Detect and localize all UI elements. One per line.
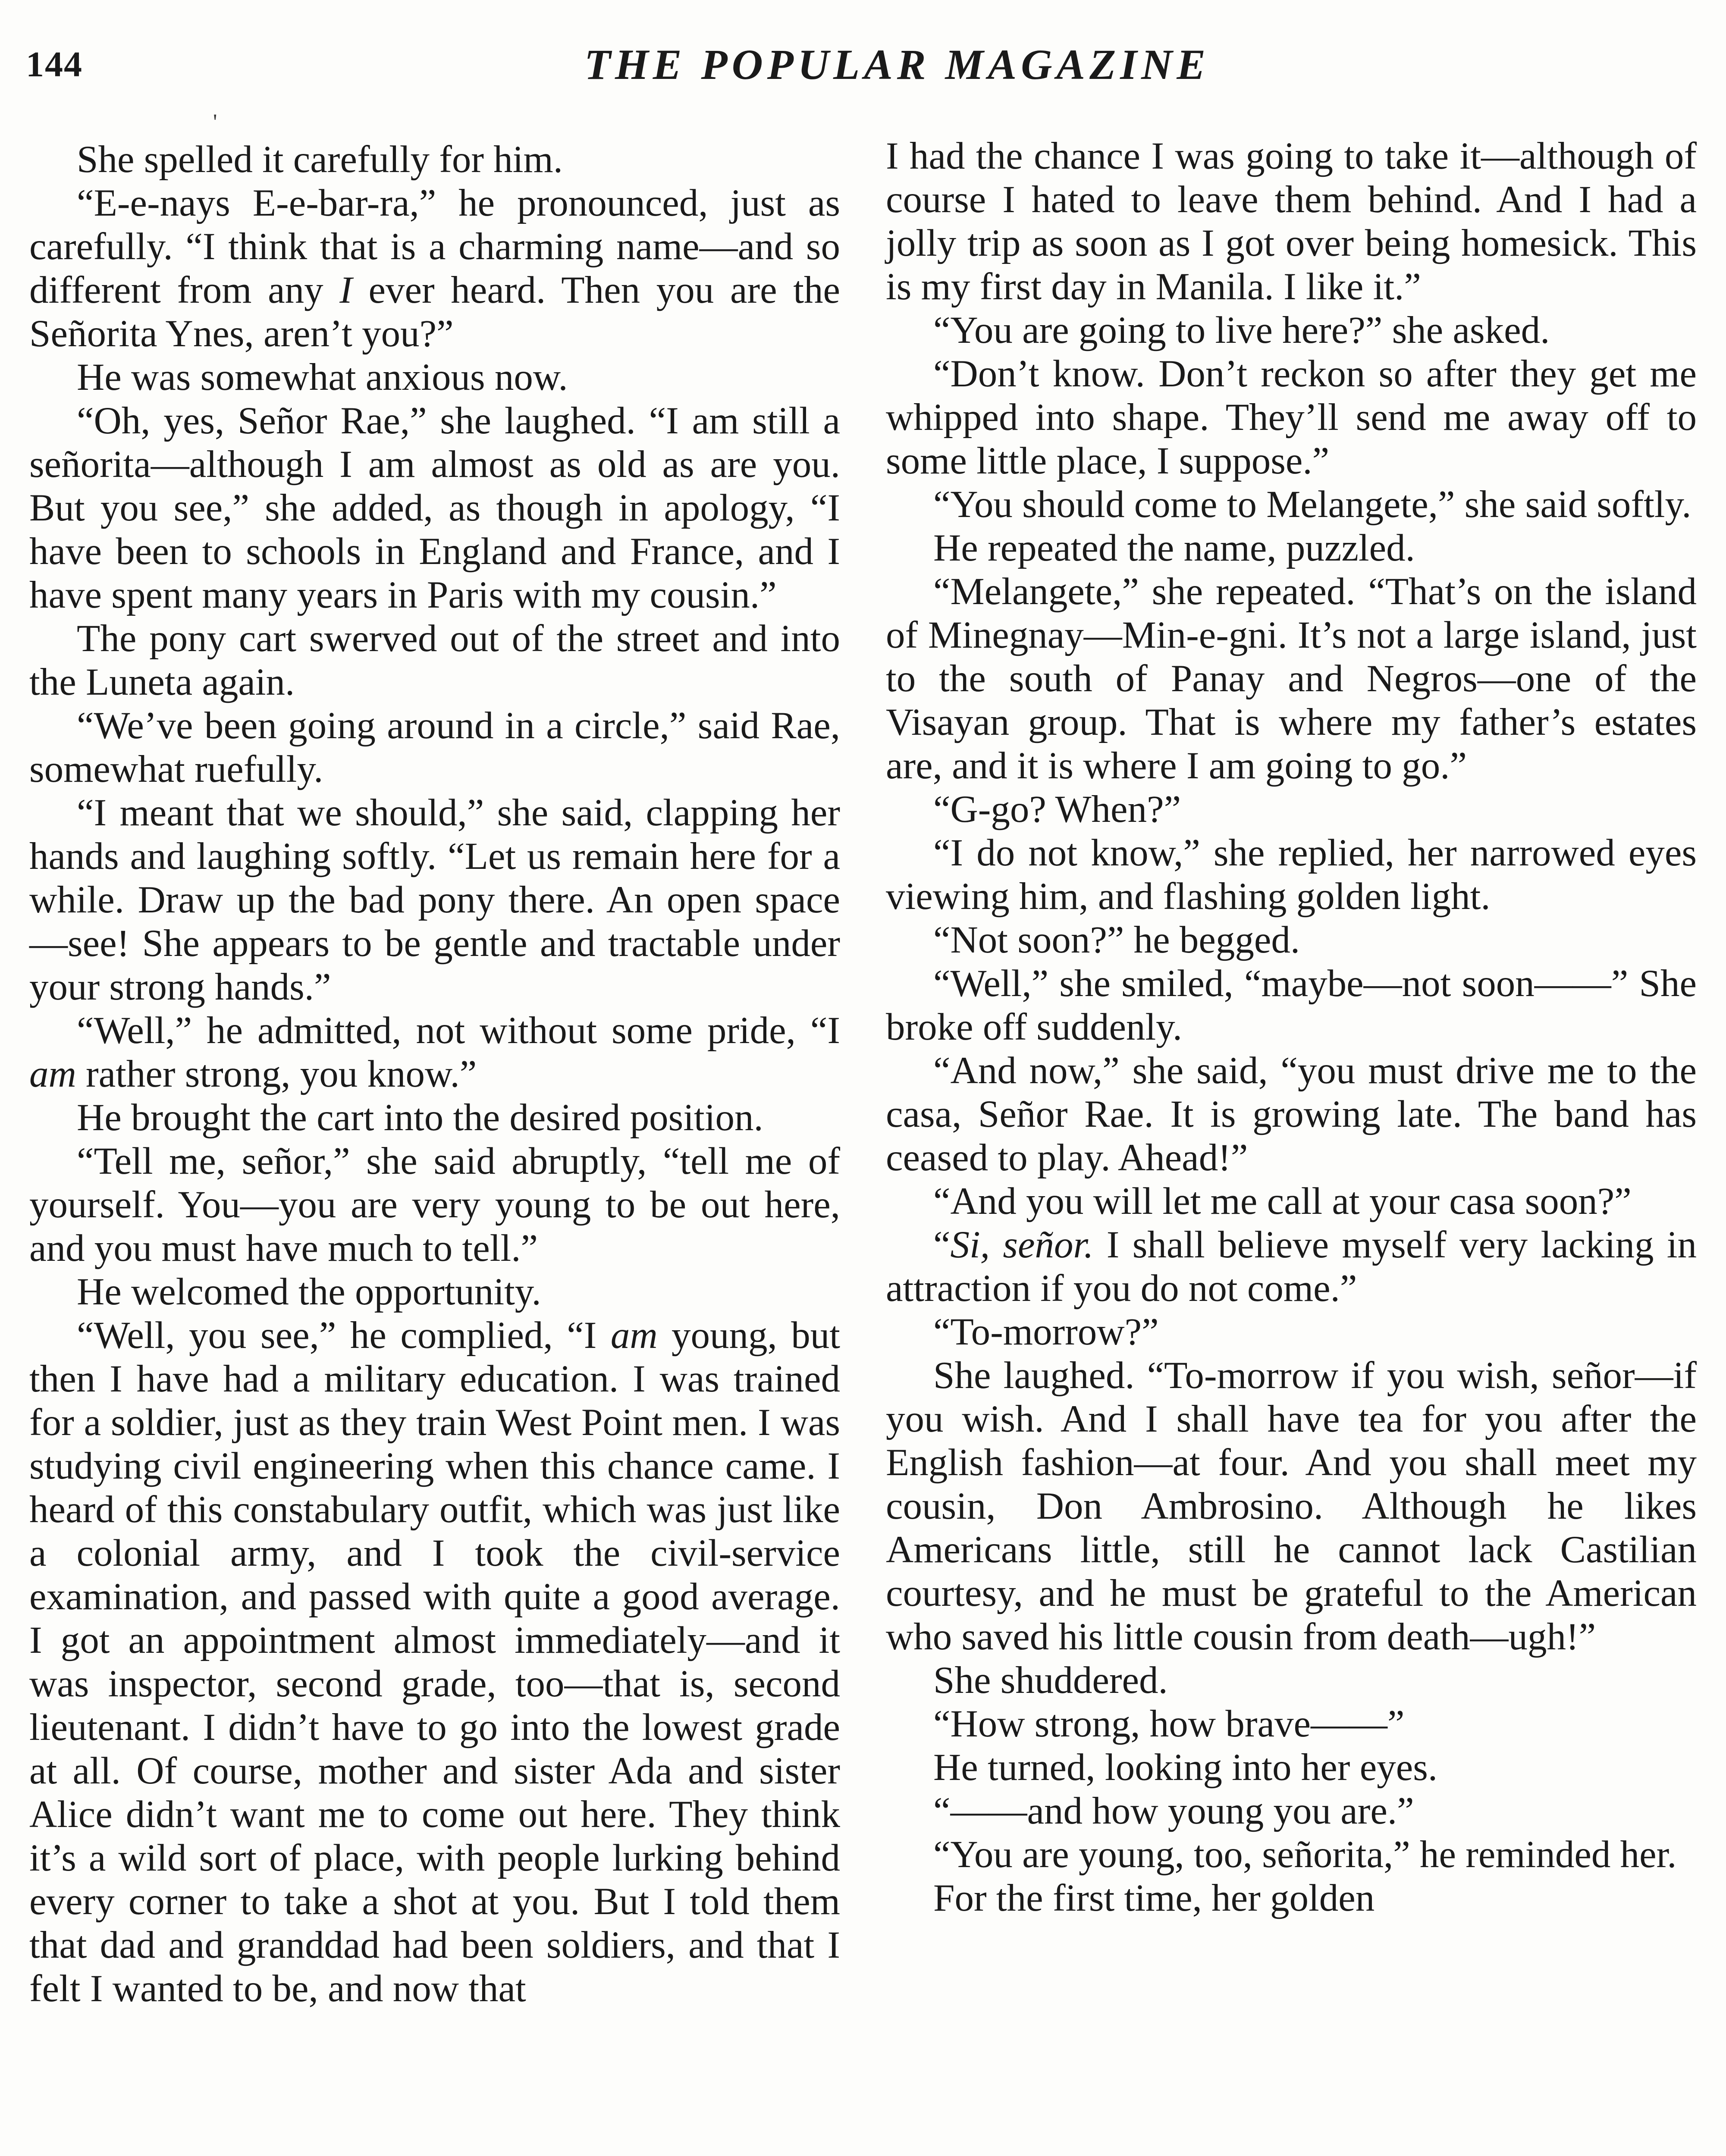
italic-emphasis: am (610, 1314, 658, 1357)
paragraph: She shuddered. (933, 1659, 1168, 1702)
paragraph: “E-e-nays E-e-bar-ra,” he pronounced, just as carefully. “I think that is a charming name—and so different from any I ever heard. Then you are the Señorita Ynes, aren’t you?” (29, 182, 840, 355)
paragraph: “And you will let me call at your casa soon?” (933, 1180, 1632, 1222)
paragraph: “Well,” she smiled, “maybe—not soon——” She broke off suddenly. (886, 962, 1697, 1048)
paragraph: The pony cart swerved out of the street and into the Luneta again. (29, 617, 840, 703)
paragraph: “To-morrow?” (933, 1311, 1159, 1353)
paragraph: “Si, señor. I shall believe myself very lacking in attraction if you do not come.” (886, 1224, 1697, 1310)
paragraph: “Oh, yes, Señor Rae,” she laughed. “I am still a señorita—although I am almost as old as are you. But you see,” she added, as though in apology, “I have been to schools in England and France, and I have spent many years in Paris with my cousin.” (29, 400, 840, 616)
paragraph: He brought the cart into the desired position. (77, 1097, 763, 1139)
paragraph: “We’ve been going around in a circle,” said Rae, somewhat ruefully. (29, 705, 840, 790)
paragraph: “How strong, how brave——” (933, 1703, 1405, 1745)
page-number: 144 (26, 44, 83, 85)
paragraph-continued: I had the chance I was going to take it—although of course I hated to leave them behind. And I had a jolly trip as soon as I got over being homesick. This is my first day in Manila. I like it.” (886, 135, 1697, 308)
paragraph: He welcomed the opportunity. (77, 1271, 541, 1313)
paragraph: “Well,” he admitted, not without some pride, “I am rather strong, you know.” (29, 1009, 840, 1095)
paragraph: “And now,” she said, “you must drive me to the casa, Señor Rae. It is growing late. The band has ceased to play. Ahead!” (886, 1050, 1697, 1179)
paragraph: She laughed. “To-morrow if you wish, señor—if you wish. And I shall have tea for you after the English fashion—at four. And you shall meet my cousin, Don Ambrosino. Although he likes Americans little, still he cannot lack Castilian courtesy, and he must be grateful to the American who saved his little cousin from death—ugh!” (886, 1354, 1697, 1658)
paragraph: “Not soon?” he begged. (933, 919, 1300, 961)
italic-emphasis: Si, señor. (950, 1224, 1094, 1266)
paragraph: He turned, looking into her eyes. (933, 1746, 1438, 1789)
right-column (886, 135, 1697, 1920)
paragraph: “Tell me, señor,” she said abruptly, “tell me of yourself. You—you are very young to be out here, and you must have much to tell.” (29, 1140, 840, 1269)
italic-emphasis: I (339, 269, 352, 311)
paragraph: He was somewhat anxious now. (77, 356, 568, 398)
paragraph: “——and how young you are.” (933, 1790, 1414, 1832)
paragraph: She spelled it carefully for him. (77, 138, 563, 181)
paragraph: “You should come to Melangete,” she said softly. (933, 483, 1691, 526)
italic-emphasis: am (29, 1053, 76, 1095)
paragraph: For the first time, her golden (933, 1877, 1375, 1919)
paragraph: “You are young, too, señorita,” he reminded her. (933, 1833, 1677, 1876)
paragraph: “Don’t know. Don’t reckon so after they get me whipped into shape. They’ll send me away off to some little place, I suppose.” (886, 353, 1697, 482)
left-column (29, 138, 840, 2011)
paragraph: “Well, you see,” he complied, “I am young, but then I have had a military education. I was trained for a soldier, just as they train West Point men. I was studying civil engineering when this chance came. I heard of this constabulary outfit, which was just like a colonial army, and I took the civil-service examination, and passed with quite a good average. I got an appointment almost immediately—and it was inspector, second grade, too—that is, second lieutenant. I didn’t have to go into the lowest grade at all. Of course, mother and sister Ada and sister Alice didn’t want me to come out here. They think it’s a wild sort of place, with people lurking behind every corner to take a shot at you. But I told them that dad and granddad had been soldiers, and that I felt I wanted to be, and now that (29, 1314, 840, 2010)
paragraph: “G-go? When?” (933, 788, 1181, 830)
paragraph: “You are going to live here?” she asked. (933, 309, 1550, 351)
running-head: THE POPULAR MAGAZINE (584, 41, 1210, 88)
paragraph: He repeated the name, puzzled. (933, 527, 1415, 569)
paragraph: “Melangete,” she repeated. “That’s on the island of Minegnay—Min-e-gni. It’s not a large island, just to the south of Panay and Negros—one of the Visayan group. That is where my father’s estates are, and it is where I am going to go.” (886, 570, 1697, 787)
paragraph: “I do not know,” she replied, her narrowed eyes viewing him, and flashing golden light. (886, 832, 1697, 918)
paragraph: “I meant that we should,” she said, clapping her hands and laughing softly. “Let us remain here for a while. Draw up the bad pony there. An open space—see! She appears to be gentle and tractable under your strong hands.” (29, 792, 840, 1008)
stray-mark: ' (213, 110, 217, 135)
